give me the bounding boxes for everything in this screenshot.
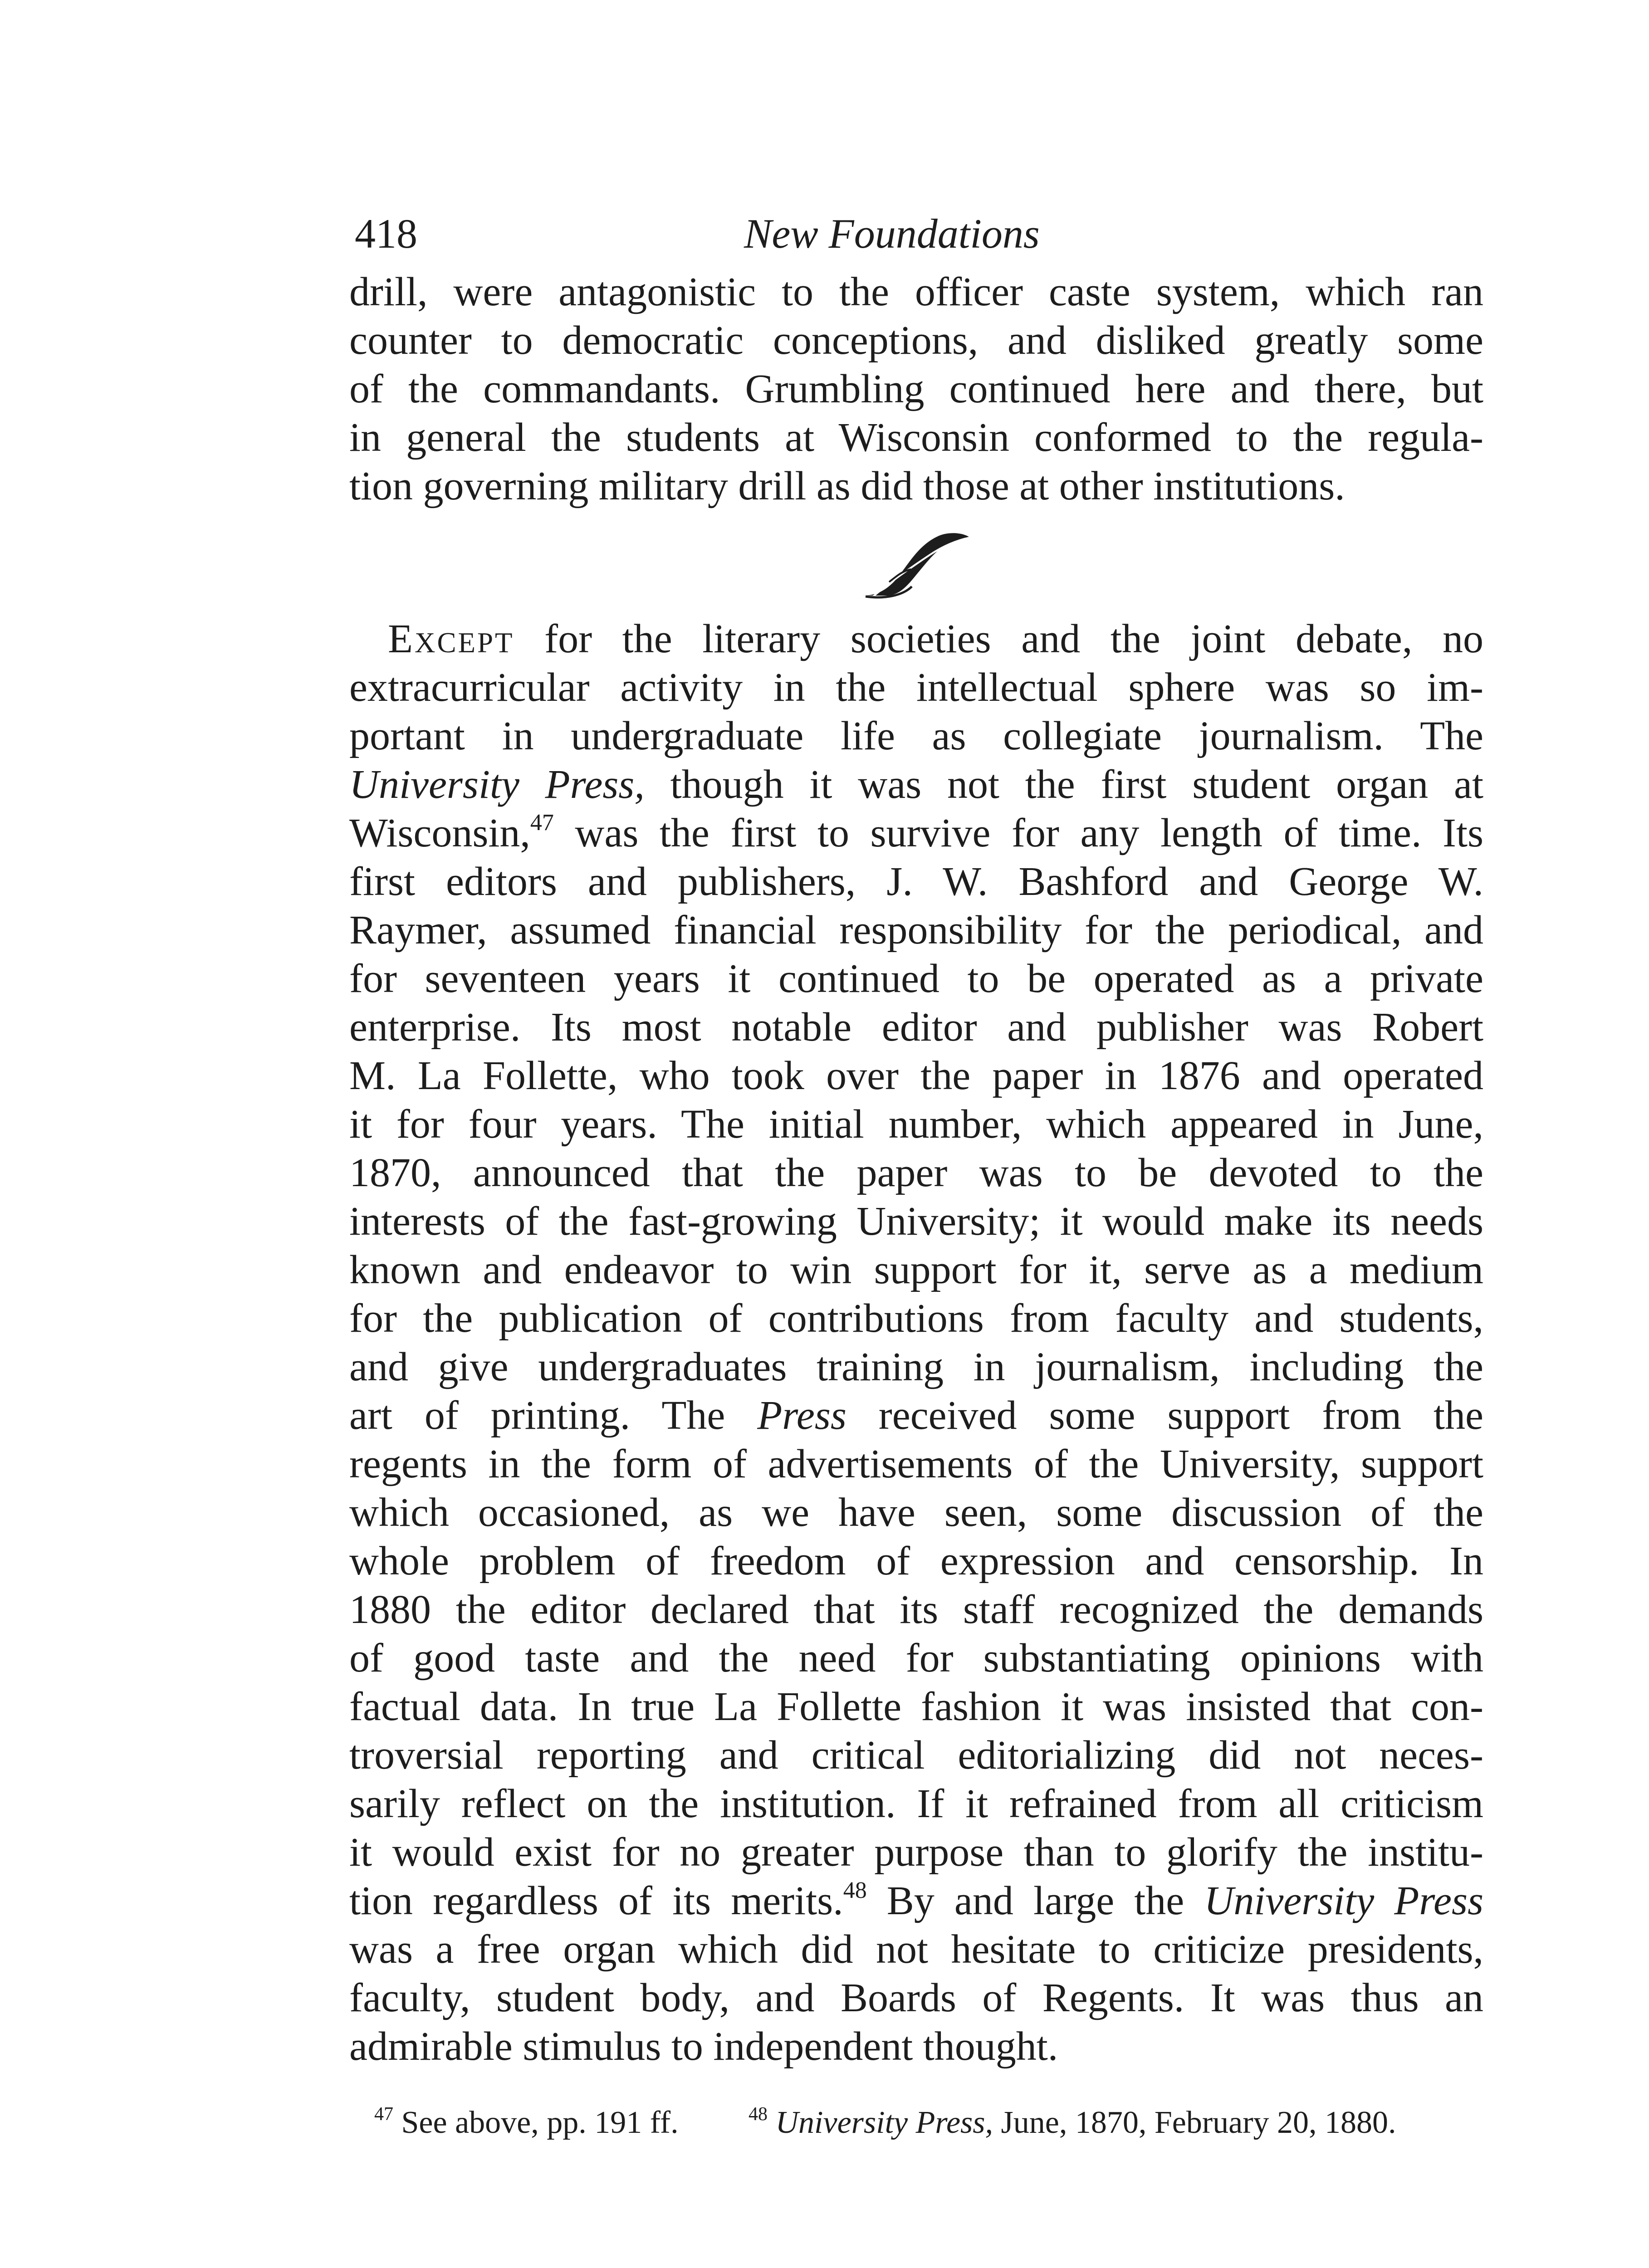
text-fragment: was the first to survive for any length of time. Its xyxy=(553,811,1483,855)
text-line: Raymer, assumed financial responsibility for the periodical, and xyxy=(349,908,1483,953)
footnote-mark: 47 xyxy=(374,2104,393,2125)
text-line: known and endeavor to win support for it, serve as a medium xyxy=(349,1247,1483,1292)
footnotes xyxy=(349,2102,1483,2148)
text-line: it for four years. The initial number, which appeared in June, xyxy=(349,1102,1483,1147)
footnote-48 xyxy=(749,2102,1396,2143)
text-line: first editors and publishers, J. W. Bashford and George W. xyxy=(349,859,1483,904)
text-line: admirable stimulus to independent thought. xyxy=(349,2024,1058,2069)
text-fragment: By and large the xyxy=(866,1878,1204,1923)
periodical-title: Press xyxy=(757,1393,847,1438)
footnote-text: See above, pp. 191 ff. xyxy=(393,2105,679,2140)
page-number: 418 xyxy=(355,210,417,257)
text-line: tion governing military drill as did those at other institutions. xyxy=(349,464,1345,508)
text-line: for the publication of contributions from faculty and students, xyxy=(349,1296,1483,1341)
text-line: troversial reporting and critical editorializing did not neces- xyxy=(349,1733,1483,1778)
text-fragment: tion regardless of its merits. xyxy=(349,1878,843,1923)
running-title: New Foundations xyxy=(744,210,1040,257)
paragraph-journalism xyxy=(349,615,1483,2071)
text-line: 1870, announced that the paper was to be devoted to the xyxy=(349,1150,1483,1195)
book-page xyxy=(349,200,1483,2148)
text-fragment: received some support from the xyxy=(846,1393,1483,1438)
text-line: and give undergraduates training in journalism, including the xyxy=(349,1344,1483,1389)
text-line: M. La Follette, who took over the paper in 1876 and operated xyxy=(349,1053,1483,1098)
text-line: regents in the form of advertisements of the University, support xyxy=(349,1442,1483,1486)
text-line: in general the students at Wisconsin conformed to the regula- xyxy=(349,415,1483,460)
text-line: of the commandants. Grumbling continued here and there, but xyxy=(349,367,1483,411)
text-line: drill, were antagonistic to the officer caste system, which ran xyxy=(349,269,1483,314)
section-ornament xyxy=(349,523,1483,609)
text-line xyxy=(349,1391,1483,1440)
running-head xyxy=(349,200,1483,268)
paragraph-continued xyxy=(349,268,1483,510)
footnote-47 xyxy=(374,2102,679,2143)
text-fragment: though it was not the first student organ at xyxy=(644,762,1483,807)
drop-word: Except xyxy=(388,616,514,661)
text-line: counter to democratic conceptions, and disliked greatly some xyxy=(349,318,1483,363)
text-line: it would exist for no greater purpose than to glorify the institu- xyxy=(349,1830,1483,1875)
footnote-mark: 48 xyxy=(749,2104,768,2125)
text-line: for seventeen years it continued to be operated as a private xyxy=(349,956,1483,1001)
text-line: interests of the fast-growing University; it would make its needs xyxy=(349,1199,1483,1244)
periodical-title: University Press, xyxy=(349,762,645,807)
text-fragment: art of printing. The xyxy=(349,1393,758,1438)
footnote-ref-47[interactable]: 47 xyxy=(530,810,554,836)
text-line xyxy=(349,1877,1483,1925)
footnote-ref-48[interactable]: 48 xyxy=(843,1877,867,1903)
quill-flourish-icon xyxy=(857,528,975,605)
text-line: faculty, student body, and Boards of Regents. It was thus an xyxy=(349,1975,1483,2020)
periodical-title: University Press, xyxy=(768,2105,993,2140)
text-line xyxy=(349,615,1483,663)
text-line: extracurricular activity in the intellectual sphere was so im- xyxy=(349,665,1483,710)
text-fragment: Wisconsin, xyxy=(349,811,530,855)
periodical-title: University Press xyxy=(1204,1878,1483,1923)
text-line: portant in undergraduate life as collegiate journalism. The xyxy=(349,714,1483,758)
text-line xyxy=(349,760,1483,809)
text-line: which occasioned, as we have seen, some discussion of the xyxy=(349,1490,1483,1535)
text-line: enterprise. Its most notable editor and publisher was Robert xyxy=(349,1005,1483,1050)
text-line: of good taste and the need for substantiating opinions with xyxy=(349,1636,1483,1681)
text-fragment: for the literary societies and the joint debate, no xyxy=(514,616,1483,661)
text-line: whole problem of freedom of expression and censorship. In xyxy=(349,1539,1483,1584)
footnote-text: June, 1870, February 20, 1880. xyxy=(993,2105,1396,2140)
text-line: sarily reflect on the institution. If it refrained from all criticism xyxy=(349,1781,1483,1826)
text-line: 1880 the editor declared that its staff recognized the demands xyxy=(349,1587,1483,1632)
text-line xyxy=(349,809,1483,857)
text-line: factual data. In true La Follette fashion it was insisted that con- xyxy=(349,1684,1483,1729)
text-line: was a free organ which did not hesitate to criticize presidents, xyxy=(349,1927,1483,1972)
